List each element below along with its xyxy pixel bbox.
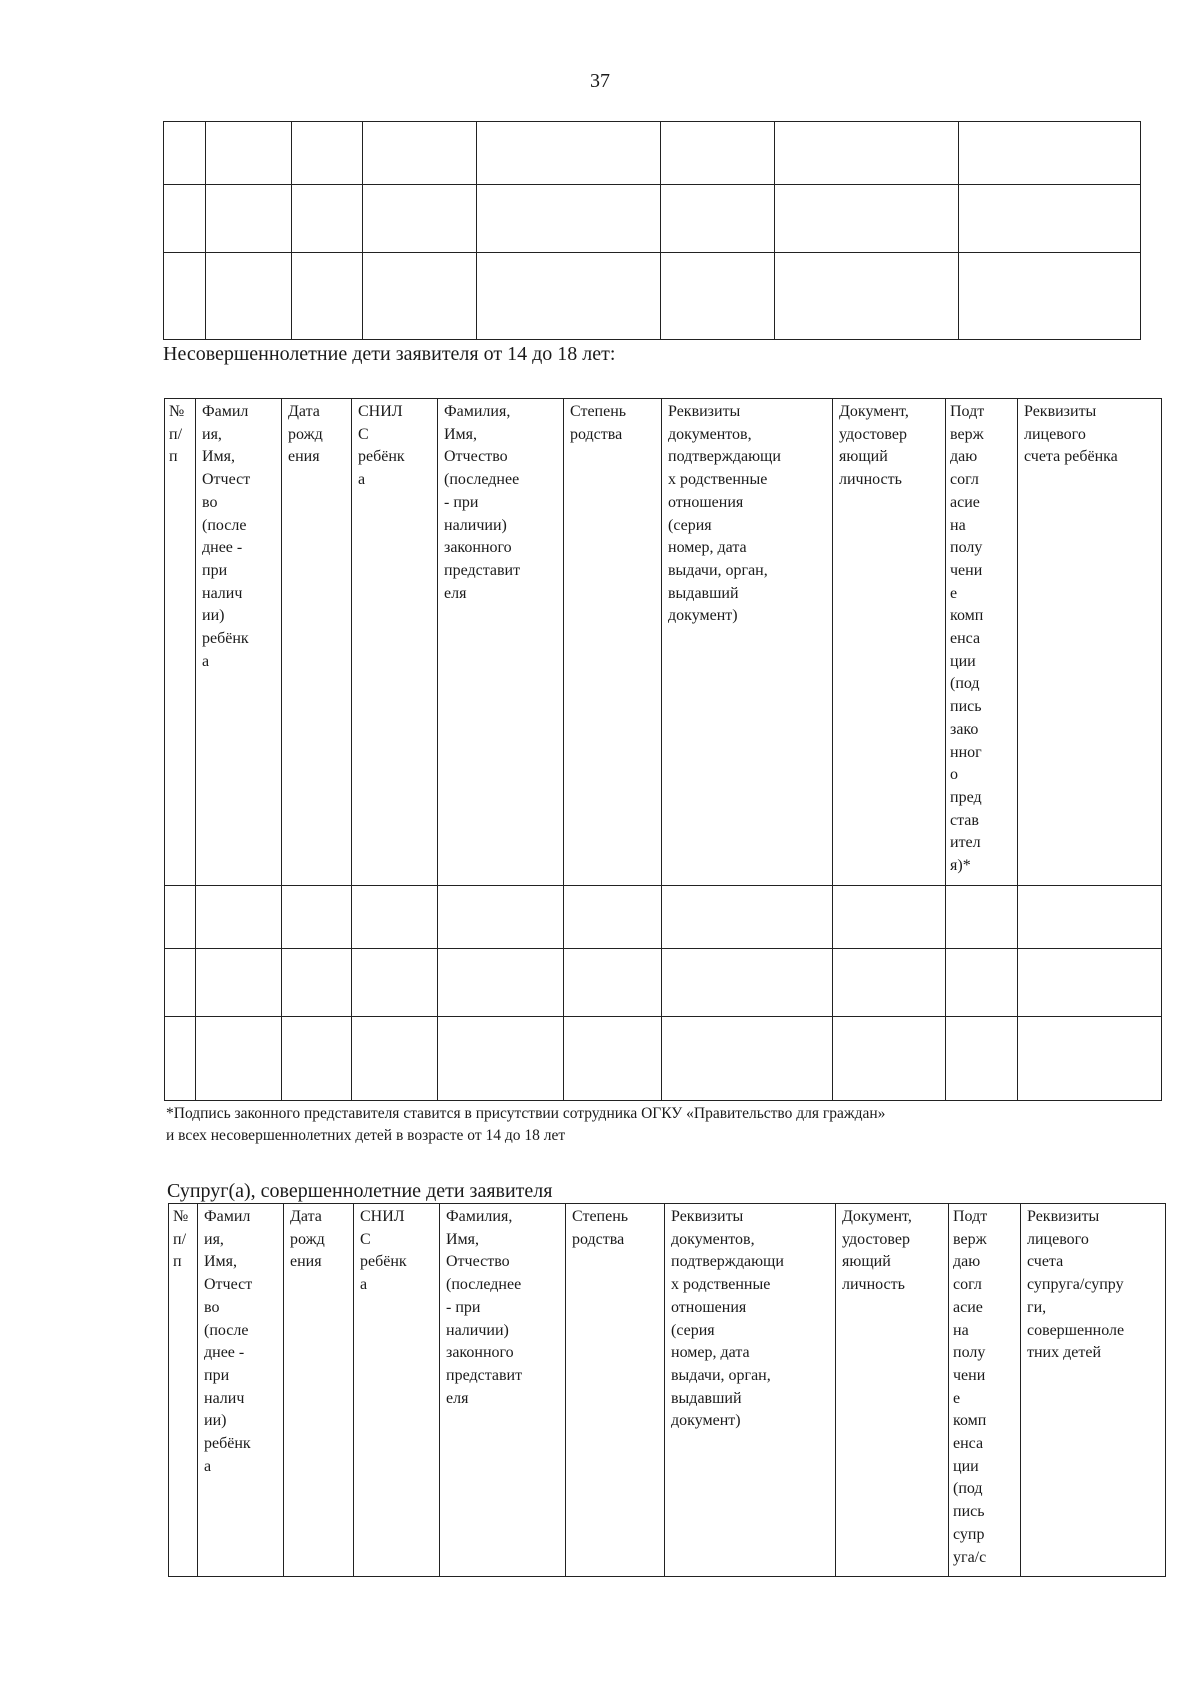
header-cell <box>196 399 282 886</box>
header-cell-label: Фамилия, Имя, Отчество (последнее - при наличии) законного представит еля <box>444 403 521 602</box>
header-cell <box>165 399 196 886</box>
table-row <box>165 1017 1162 1101</box>
table-cell[interactable] <box>661 122 775 185</box>
table-cell-value <box>959 253 1140 255</box>
table-cell-value <box>164 253 205 255</box>
table-cell-value <box>352 1017 437 1019</box>
table-cell-value <box>206 253 291 255</box>
table-cell[interactable] <box>206 122 292 185</box>
table-cell-value <box>196 886 281 888</box>
table-cell-value <box>1018 949 1161 951</box>
header-cell <box>198 1204 284 1577</box>
table-cell[interactable] <box>165 886 196 949</box>
table-cell-value <box>661 122 774 124</box>
table-cell[interactable] <box>282 1017 352 1101</box>
table-cell-value <box>833 1017 945 1019</box>
table-cell[interactable] <box>363 253 477 340</box>
table-cell[interactable] <box>164 185 206 253</box>
header-cell-label: Реквизиты лицевого счета супруга/супру ги, совершенноле тних детей <box>1027 1208 1125 1362</box>
table-cell[interactable] <box>438 886 564 949</box>
header-cell-label: Фамил ия, Имя, Отчест во (после днее - при налич ии) ребёнк а <box>204 1208 253 1475</box>
header-cell <box>949 1204 1021 1577</box>
table-cell-value <box>165 886 195 888</box>
table-cell[interactable] <box>833 886 946 949</box>
header-cell-label: Дата рожд ения <box>290 1208 325 1271</box>
table-cell[interactable] <box>833 1017 946 1101</box>
table-cell-value <box>946 949 1017 951</box>
table-cell[interactable] <box>564 1017 662 1101</box>
table-cell-value <box>165 1017 195 1019</box>
minor-children-table <box>164 398 1162 1101</box>
table-cell-value <box>363 253 476 255</box>
table-cell[interactable] <box>196 886 282 949</box>
header-cell-label: Реквизиты документов, подтверждающи х родственные отношения (серия номер, дата выдачи, орган, выдавший документ) <box>671 1208 784 1430</box>
table-cell-value <box>477 253 660 255</box>
table-cell[interactable] <box>477 253 661 340</box>
header-cell-label: Фамилия, Имя, Отчество (последнее - при наличии) законного представит еля <box>446 1208 523 1407</box>
table-header-row <box>169 1204 1166 1577</box>
header-cell <box>1021 1204 1166 1577</box>
table-cell-value <box>352 949 437 951</box>
table-cell[interactable] <box>363 122 477 185</box>
table-cell[interactable] <box>946 1017 1018 1101</box>
page-number: 37 <box>590 70 610 92</box>
table-cell-value <box>282 886 351 888</box>
table-cell[interactable] <box>477 122 661 185</box>
table-cell[interactable] <box>775 185 959 253</box>
table-cell[interactable] <box>959 122 1141 185</box>
header-cell-label: Реквизиты лицевого счета ребёнка <box>1024 403 1118 466</box>
table-cell-value <box>206 122 291 124</box>
table-cell-value <box>564 886 661 888</box>
header-cell-label: Реквизиты документов, подтверждающи х родственные отношения (серия номер, дата выдачи, орган, выдавший документ) <box>668 403 781 625</box>
footnote <box>166 1103 1166 1147</box>
table-cell-value <box>282 949 351 951</box>
table-cell[interactable] <box>164 122 206 185</box>
table-cell[interactable] <box>775 253 959 340</box>
table-cell-value <box>946 1017 1017 1019</box>
table-cell[interactable] <box>661 253 775 340</box>
table-cell-value <box>292 253 362 255</box>
table-cell-value <box>282 1017 351 1019</box>
table-cell[interactable] <box>662 886 833 949</box>
table-cell[interactable] <box>165 1017 196 1101</box>
table-cell[interactable] <box>1018 949 1162 1017</box>
table-header-row <box>165 399 1162 886</box>
header-cell <box>566 1204 665 1577</box>
header-cell-label: № п/ п <box>169 403 185 466</box>
table-cell[interactable] <box>196 949 282 1017</box>
section-title-spouse-adult-children: Супруг(а), совершеннолетние дети заявителя <box>167 1180 553 1202</box>
spouse-adult-children-table <box>168 1203 1166 1577</box>
table-cell-value <box>661 185 774 187</box>
table-cell-value <box>564 949 661 951</box>
table-cell-value <box>775 253 958 255</box>
table-cell[interactable] <box>564 949 662 1017</box>
table-cell[interactable] <box>959 253 1141 340</box>
table-cell[interactable] <box>352 949 438 1017</box>
header-cell <box>440 1204 566 1577</box>
table-cell-value <box>662 1017 832 1019</box>
table-cell[interactable] <box>477 185 661 253</box>
table-row <box>164 122 1141 185</box>
table-cell-value <box>352 886 437 888</box>
table-cell[interactable] <box>282 949 352 1017</box>
table-cell-value <box>1018 1017 1161 1019</box>
table-cell[interactable] <box>363 185 477 253</box>
header-cell-label: СНИЛ С ребёнк а <box>358 403 405 489</box>
section-title-minor-children: Несовершеннолетние дети заявителя от 14 до 18 лет: <box>163 343 616 365</box>
table-cell-value <box>206 185 291 187</box>
table-cell-value <box>775 185 958 187</box>
table-cell-value <box>164 122 205 124</box>
header-cell-label: СНИЛ С ребёнк а <box>360 1208 407 1294</box>
header-cell <box>946 399 1018 886</box>
table-cell-value <box>292 122 362 124</box>
header-cell-label: Степень родства <box>570 403 627 443</box>
table-cell[interactable] <box>833 949 946 1017</box>
table-cell[interactable] <box>164 253 206 340</box>
continuation-table <box>163 121 1141 340</box>
table-cell[interactable] <box>438 949 564 1017</box>
header-cell <box>836 1204 949 1577</box>
table-cell[interactable] <box>292 122 363 185</box>
header-cell <box>169 1204 198 1577</box>
table-cell-value <box>946 886 1017 888</box>
header-cell <box>662 399 833 886</box>
table-cell[interactable] <box>352 1017 438 1101</box>
table-cell[interactable] <box>282 886 352 949</box>
table-cell[interactable] <box>775 122 959 185</box>
header-cell-label: Документ, удостовер яющий личность <box>842 1208 912 1294</box>
table-row <box>165 886 1162 949</box>
header-cell-label: № п/ п <box>173 1208 189 1271</box>
header-cell-label: Документ, удостовер яющий личность <box>839 403 909 489</box>
table-cell[interactable] <box>165 949 196 1017</box>
table-cell-value <box>438 886 563 888</box>
table-cell-value <box>959 122 1140 124</box>
table-cell-value <box>564 1017 661 1019</box>
table-cell[interactable] <box>564 886 662 949</box>
header-cell <box>833 399 946 886</box>
table-cell-value <box>196 949 281 951</box>
header-cell <box>665 1204 836 1577</box>
table-cell-value <box>165 949 195 951</box>
table-cell-value <box>775 122 958 124</box>
header-cell <box>438 399 564 886</box>
table-cell[interactable] <box>959 185 1141 253</box>
table-row <box>165 949 1162 1017</box>
table-cell[interactable] <box>1018 1017 1162 1101</box>
table-cell[interactable] <box>292 185 363 253</box>
table-cell-value <box>661 253 774 255</box>
table-cell-value <box>833 949 945 951</box>
table-cell[interactable] <box>292 253 363 340</box>
table-cell[interactable] <box>946 949 1018 1017</box>
header-cell-label: Степень родства <box>572 1208 629 1248</box>
table-cell[interactable] <box>196 1017 282 1101</box>
table-cell[interactable] <box>206 253 292 340</box>
table-cell[interactable] <box>946 886 1018 949</box>
table-cell-value <box>196 1017 281 1019</box>
table-cell-value <box>477 185 660 187</box>
header-cell <box>1018 399 1162 886</box>
table-cell-value <box>662 949 832 951</box>
table-cell-value <box>363 122 476 124</box>
table-cell[interactable] <box>206 185 292 253</box>
table-cell-value <box>833 886 945 888</box>
table-row <box>164 185 1141 253</box>
table-cell-value <box>1018 886 1161 888</box>
table-cell-value <box>438 1017 563 1019</box>
header-cell-label: Фамил ия, Имя, Отчест во (после днее - при налич ии) ребёнк а <box>202 403 251 670</box>
table-cell-value <box>292 185 362 187</box>
header-cell-label: Дата рожд ения <box>288 403 323 466</box>
table-cell-value <box>477 122 660 124</box>
table-cell-value <box>959 185 1140 187</box>
header-cell <box>282 399 352 886</box>
table-cell-value <box>662 886 832 888</box>
table-cell[interactable] <box>438 1017 564 1101</box>
header-cell <box>354 1204 440 1577</box>
table-cell[interactable] <box>352 886 438 949</box>
header-cell <box>564 399 662 886</box>
table-cell[interactable] <box>661 185 775 253</box>
footnote-line-2: и всех несовершеннолетних детей в возрасте от 14 до 18 лет <box>166 1127 566 1144</box>
header-cell <box>284 1204 354 1577</box>
header-cell <box>352 399 438 886</box>
header-cell-label: Подт верж даю согл асие на полу чени е комп енса ции (под пись супр уга/с <box>953 1208 988 1566</box>
table-cell[interactable] <box>662 1017 833 1101</box>
table-cell[interactable] <box>1018 886 1162 949</box>
header-cell-label: Подт верж даю согл асие на полу чени е комп енса ции (под пись зако нног о пред став ител я)* <box>950 403 985 875</box>
table-cell-value <box>164 185 205 187</box>
table-cell-value <box>438 949 563 951</box>
table-cell[interactable] <box>662 949 833 1017</box>
table-cell-value <box>363 185 476 187</box>
table-row <box>164 253 1141 340</box>
footnote-line-1: *Подпись законного представителя ставится в присутствии сотрудника ОГКУ «Правительство для граждан» <box>166 1105 886 1122</box>
